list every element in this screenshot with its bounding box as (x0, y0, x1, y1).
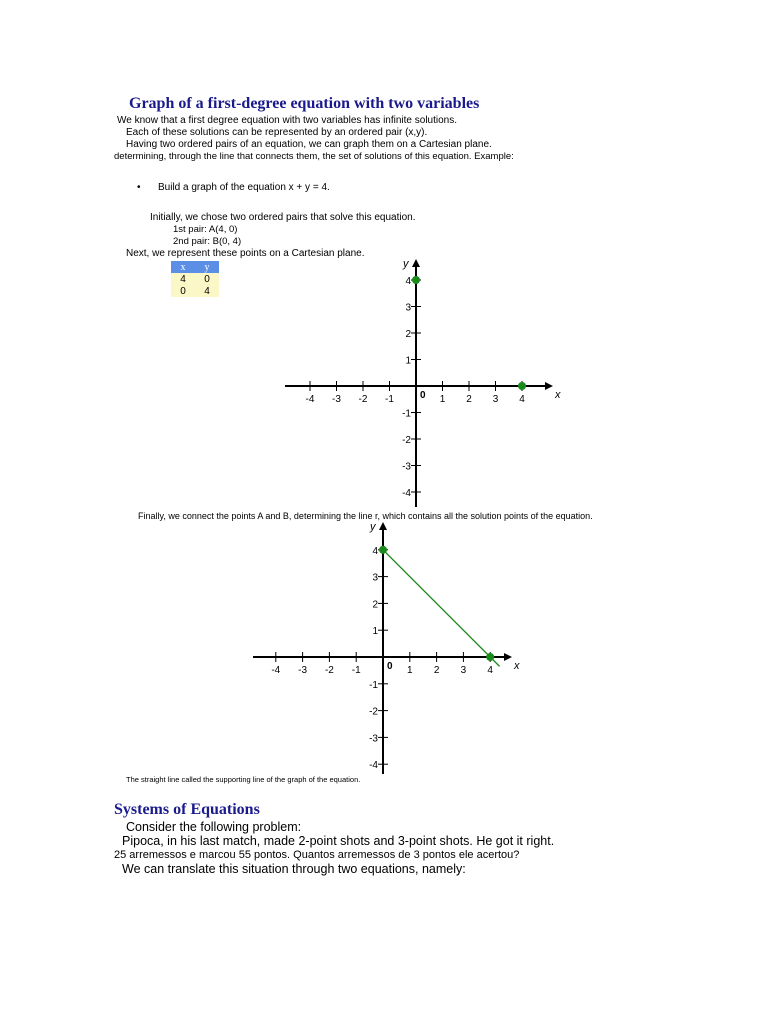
x-axis-arrow (504, 653, 512, 661)
table-cell: 0 (195, 273, 219, 285)
x-tick-label: -2 (358, 394, 368, 405)
y-tick-label: 1 (372, 626, 378, 638)
y-axis-arrow (412, 259, 420, 267)
initially-text: Initially, we chose two ordered pairs that solve this equation. (150, 212, 416, 223)
y-tick-label: 3 (405, 302, 411, 314)
x-tick-label: -1 (385, 394, 394, 405)
translate-text: We can translate this situation through two equations, namely: (122, 862, 466, 876)
paragraph-4: determining, through the line that connects them, the set of solutions of this equation. Example: (114, 151, 514, 162)
table-header-x: x (171, 261, 195, 273)
y-tick-label: 2 (405, 329, 411, 340)
finally-text: Finally, we connect the points A and B, determining the line r, which contains all the solution points of the equation. (138, 511, 593, 521)
y-tick-label: 4 (405, 276, 411, 287)
table-row (171, 285, 219, 297)
problem-text: Pipoca, in his last match, made 2-point shots and 3-point shots. He got it right. (122, 834, 555, 848)
problem-intro: Consider the following problem: (126, 820, 302, 834)
x-tick-label: 4 (487, 665, 493, 676)
x-tick-label: 3 (492, 394, 499, 405)
y-tick-label: 4 (372, 545, 378, 557)
table-row (171, 273, 219, 285)
y-tick-label: -2 (369, 706, 378, 718)
x-tick-label: 2 (433, 665, 440, 676)
section1-title: Graph of a first-degree equation with two variables (129, 95, 480, 112)
pair-2: 2nd pair: B(0, 4) (173, 236, 242, 247)
x-axis-label: x (555, 389, 561, 401)
x-tick-label: -3 (298, 665, 308, 676)
bullet-item: Build a graph of the equation x + y = 4. (158, 182, 330, 193)
table-cell: 0 (171, 285, 195, 297)
y-tick-label: -3 (369, 733, 378, 745)
y-axis-label: y (370, 521, 376, 533)
paragraph-1: We know that a first degree equation with two variables has infinite solutions. (117, 115, 457, 126)
x-axis-label: x (514, 660, 520, 672)
y-tick-label: -3 (402, 461, 411, 473)
y-tick-label: 2 (372, 599, 378, 611)
origin-label: 0 (387, 661, 393, 672)
table-cell: 4 (195, 285, 219, 297)
data-point (486, 653, 494, 661)
series-line (383, 550, 500, 667)
y-axis-arrow (379, 522, 387, 530)
cartesian-plane-line (240, 520, 540, 778)
cartesian-plane-points (270, 255, 570, 510)
x-tick-label: 2 (466, 394, 472, 405)
x-tick-label: 3 (460, 665, 467, 676)
x-tick-label: -4 (305, 394, 315, 405)
y-tick-label: -1 (402, 408, 411, 420)
data-point (412, 276, 420, 284)
x-axis-arrow (545, 382, 553, 390)
y-tick-label: -1 (369, 679, 378, 691)
x-tick-label: -1 (351, 665, 361, 676)
x-tick-label: -4 (271, 665, 281, 676)
y-tick-label: 3 (372, 572, 378, 584)
y-axis-label: y (403, 258, 409, 270)
x-tick-label: -3 (332, 394, 341, 405)
pair-1: 1st pair: A(4, 0) (173, 224, 238, 235)
xy-table (171, 261, 219, 297)
y-tick-label: 1 (405, 355, 411, 367)
chart-caption: The straight line called the supporting line of the graph of the equation. (126, 775, 361, 784)
x-tick-label: -2 (324, 665, 334, 676)
y-tick-label: -4 (369, 760, 378, 772)
table-cell: 4 (171, 273, 195, 285)
next-text: Next, we represent these points on a Cartesian plane. (126, 248, 365, 259)
paragraph-2: Each of these solutions can be represented by an ordered pair (x,y). (126, 127, 428, 138)
problem-text-pt: 25 arremessos e marcou 55 pontos. Quantos arremessos de 3 pontos ele acertou? (114, 849, 520, 861)
data-point (518, 382, 526, 390)
data-point (379, 546, 387, 554)
paragraph-3: Having two ordered pairs of an equation, we can graph them on a Cartesian plane. (126, 139, 492, 150)
x-tick-label: 1 (407, 665, 413, 676)
section2-title: Systems of Equations (114, 801, 260, 818)
x-tick-label: 1 (439, 394, 446, 405)
bullet-symbol: • (137, 182, 141, 193)
origin-label: 0 (420, 390, 426, 401)
y-tick-label: -4 (402, 488, 411, 499)
x-tick-label: 4 (519, 394, 525, 405)
y-tick-label: -2 (402, 435, 411, 446)
table-header-y: y (195, 261, 219, 273)
